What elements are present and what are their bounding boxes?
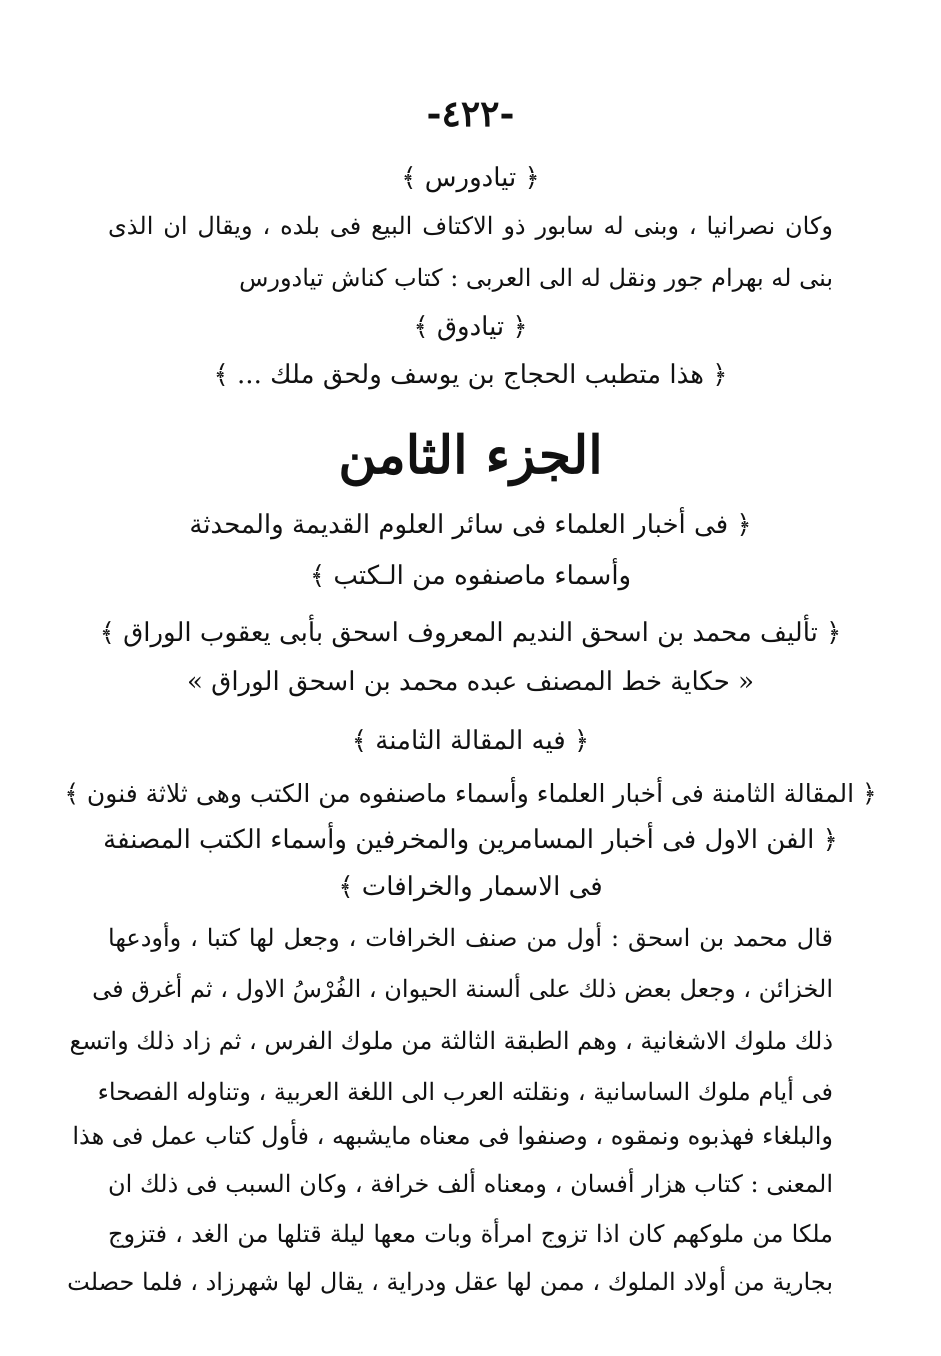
paragraph-line: فى أيام ملوك الساسانية ، ونقلته العرب الى اللغة العربية ، وتناوله الفصحاء — [97, 1078, 833, 1106]
part-title: الجزء الثامن — [338, 425, 603, 486]
section-note: ﴿ هذا متطبب الحجاج بن يوسف ولحق ملك ... ﴾ — [213, 360, 728, 390]
section-heading: ﴿ الفن الاول فى أخبار المسامرين والمخرفين وأسماء الكتب المصنفة — [103, 825, 838, 855]
paragraph-line: والبلغاء فهذبوه ونمقوه ، وصنفوا فى معناه مايشبهه ، فأول كتاب عمل فى هذا — [72, 1122, 833, 1150]
author-line: ﴿ تأليف محمد بن اسحق النديم المعروف اسحق بأبى يعقوب الوراق ﴾ — [99, 618, 842, 648]
text-line: وكان نصرانيا ، وبنى له سابور ذو الاكتاف البيع فى بلده ، ويقال ان الذى — [108, 212, 833, 240]
part-subtitle: ﴿ فى أخبار العلماء فى سائر العلوم القديمة والمحدثة — [189, 510, 752, 540]
section-heading-tiyadurus: ﴿ تيادورس ﴾ — [401, 163, 540, 193]
paragraph-line: ذلك ملوك الاشغانية ، وهم الطبقة الثالثة من ملوك الفرس ، ثم زاد ذلك واتسع — [69, 1027, 833, 1055]
page-number: -٤٢٢- — [426, 93, 515, 135]
author-note: « حكاية خط المصنف عبده محمد بن اسحق الوراق » — [186, 667, 754, 697]
part-subtitle: وأسماء ماصنفوه من الـكتب ﴾ — [309, 561, 632, 591]
section-heading-tiyaduq: ﴿ تيادوق ﴾ — [413, 312, 528, 342]
paragraph-line: بجارية من أولاد الملوك ، ممن لها عقل ودراية ، يقال لها شهرزاد ، فلما حصلت — [67, 1268, 833, 1296]
paragraph-line: ملكا من ملوكهم كان اذا تزوج امرأة وبات معها ليلة قتلها من الغد ، فتزوج — [108, 1220, 833, 1248]
chapter-description: ﴿ المقالة الثامنة فى أخبار العلماء وأسماء ماصنفوه من الكتب وهى ثلاثة فنون ﴾ — [64, 779, 877, 808]
paragraph-line: المعنى : كتاب هزار أفسان ، ومعناه ألف خرافة ، وكان السبب فى ذلك ان — [108, 1170, 833, 1198]
text-line: بنى له بهرام جور ونقل له الى العربى : كتاب كناش تيادورس — [239, 264, 833, 292]
chapter-heading: ﴿ فيه المقالة الثامنة ﴾ — [351, 726, 590, 756]
paragraph-line: الخزائن ، وجعل بعض ذلك على ألسنة الحيوان ، الفُرْسُ الاول ، ثم أغرق فى — [92, 975, 833, 1003]
paragraph-line: قال محمد بن اسحق : أول من صنف الخرافات ، وجعل لها كتبا ، وأودعها — [108, 924, 833, 952]
section-heading: فى الاسمار والخرافات ﴾ — [338, 872, 603, 902]
